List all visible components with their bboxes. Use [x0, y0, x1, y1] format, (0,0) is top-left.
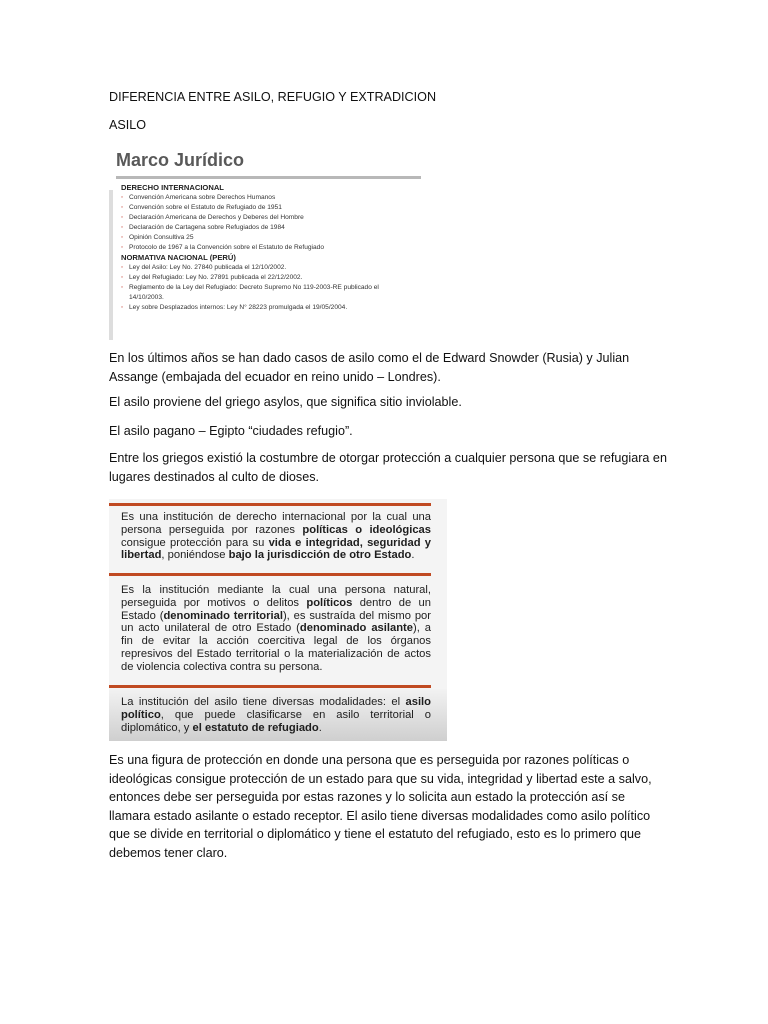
paragraph-1: En los últimos años se han dado casos de asilo como el de Edward Snowder (Rusia) y Julian Assange (embajada del ecuador en reino unido – Londres).: [109, 351, 630, 384]
document-title: DIFERENCIA ENTRE ASILO, REFUGIO Y EXTRADICION: [109, 90, 437, 104]
asilo-definitions-figure: [109, 499, 447, 741]
paragraph-3: El asilo pagano – Egipto “ciudades refugio”.: [109, 424, 353, 438]
text-segment: Es una institución de derecho internacional por la cual una persona perseguida por razones: [121, 511, 431, 536]
text-segment: asilo político: [121, 696, 431, 721]
derecho-internacional-list: [121, 193, 413, 252]
text-segment: .: [411, 549, 415, 562]
title-divider: [116, 176, 421, 179]
text-segment: denominado asilante: [299, 622, 413, 635]
list-item: ◦ Ley sobre Desplazados internos: Ley N° 28223 promulgada el 19/05/2004.: [121, 303, 413, 313]
text-segment: Es la institución mediante la cual una persona natural, perseguida por motivos o delitos: [121, 584, 431, 609]
marco-juridico-figure: [109, 146, 421, 342]
paragraph-5: Es una figura de protección en donde una persona que es perseguida por razones políticas o ideológicas consigue protección de un estado para que su vida, integridad y libertad este a salvo, entonces debe ser perseguida por estas razones y lo solicita aun estado la protección así se llamara estado asilante o estado receptor. El asilo tiene diversas modalidades como asilo político que se divide en territorial o diplomático y tiene el estatuto del refugiado, esto es lo primero que debemos tener claro.: [109, 753, 652, 860]
list-item: ◦ Ley del Asilo: Ley No. 27840 publicada el 12/10/2002.: [121, 263, 413, 273]
paragraph-2: El asilo proviene del griego asylos, que significa sitio inviolable.: [109, 395, 462, 409]
paragraph-4: Entre los griegos existió la costumbre de otorgar protección a cualquier persona que se refugiara en lugares destinados al culto de dioses.: [109, 451, 667, 484]
derecho-internacional-heading: DERECHO INTERNACIONAL: [121, 183, 224, 192]
text-segment: , poniéndose: [161, 549, 229, 562]
text-segment: bajo la jurisdicción de otro Estado: [228, 549, 412, 562]
normativa-nacional-heading: NORMATIVA NACIONAL (PERÚ): [121, 253, 236, 262]
list-item: ◦ Declaración de Cartagena sobre Refugiados de 1984: [121, 223, 413, 233]
text-segment: La institución del asilo tiene diversas modalidades: el: [121, 696, 406, 708]
text-segment: dentro de un Estado (: [121, 596, 431, 622]
text-segment: denominado territorial: [163, 609, 283, 622]
list-item: ◦ Opinión Consultiva 25: [121, 233, 413, 243]
accent-bar: [109, 573, 431, 576]
text-segment: políticas o ideológicas: [302, 523, 431, 536]
text-segment: el estatuto de refugiado: [192, 721, 319, 734]
list-item: ◦ Reglamento de la Ley del Refugiado: Decreto Supremo No 119-2003-RE publicado el 14/10/2003.: [121, 283, 413, 303]
text-segment: políticos: [306, 596, 353, 609]
definition-box-1: [121, 511, 431, 562]
marco-juridico-title: Marco Jurídico: [116, 150, 245, 170]
accent-bar: [109, 503, 431, 506]
text-segment: consigue protección para su: [121, 536, 269, 549]
text-segment: , que puede clasificarse en asilo territorial o diplomático, y: [121, 708, 431, 734]
text-segment: ), es sustraída del mismo por un acto unilateral de otro Estado (: [121, 609, 432, 635]
list-item: ◦ Ley del Refugiado: Ley No. 27891 publicada el 22/12/2002.: [121, 273, 413, 283]
list-item: ◦ Declaración Americana de Derechos y Deberes del Hombre: [121, 213, 413, 223]
list-item: ◦ Convención Americana sobre Derechos Humanos: [121, 193, 413, 203]
list-item: ◦ Protocolo de 1967 a la Convención sobre el Estatuto de Refugiado: [121, 243, 413, 253]
normativa-nacional-list: [121, 263, 413, 313]
text-segment: vida e integridad, seguridad y libertad: [121, 536, 431, 562]
accent-bar: [109, 685, 431, 688]
definition-box-3: [121, 696, 431, 734]
section-heading-asilo: ASILO: [109, 118, 147, 132]
list-item: ◦ Convención sobre el Estatuto de Refugiado de 1951: [121, 203, 413, 213]
text-segment: ), a fin de evitar la acción coercitiva legal de los órganos represivos del Estado territorial o la materialización de actos de violencia colectiva contra su persona.: [121, 622, 431, 673]
figure-edge-shadow: [109, 190, 113, 340]
definition-box-2: [121, 584, 431, 674]
text-segment: .: [318, 721, 322, 734]
